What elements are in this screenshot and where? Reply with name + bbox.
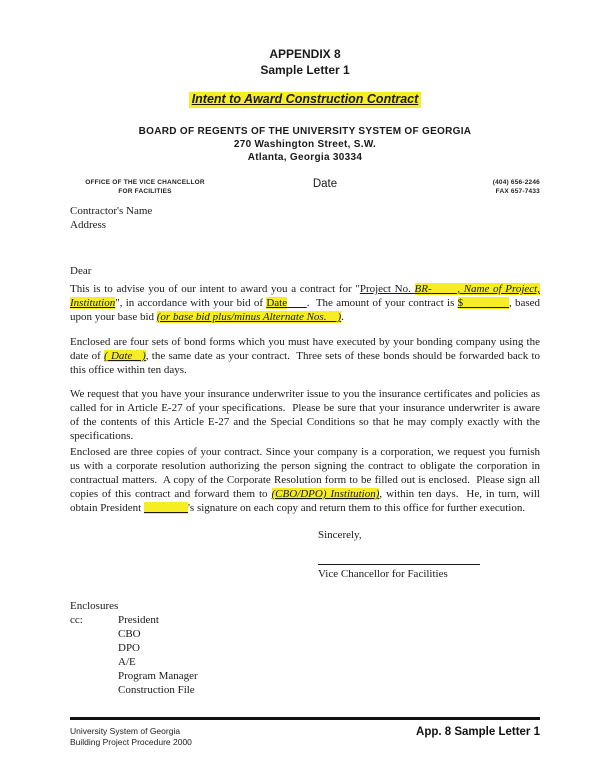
appendix-heading: APPENDIX 8 (269, 47, 341, 61)
cc-item: Program Manager (118, 670, 198, 682)
text-segment: We request that you have your insurance underwriter issue to you the insurance certificates and policies as called for in Article E-27 of your specifications. Please be sure that your insurance underwriter is aware of the contents of this Article E-27 and the Special Conditions so that he may comply exactly with the specifications. (70, 388, 540, 442)
letterhead-org-block (70, 125, 540, 164)
text-segment: BR- (414, 283, 432, 295)
text-segment: (or base bid plus/minus Alternate Nos. ) (156, 311, 342, 323)
text-segment: $ (457, 297, 509, 309)
document-title: Intent to Award Construction Contract (189, 92, 422, 108)
text-segment: . The amount of your contract is (306, 297, 458, 309)
phone-number: (404) 656-2246 (492, 179, 540, 186)
phone-block (430, 178, 540, 196)
recipient-block (70, 204, 540, 232)
office-line1: OFFICE OF THE VICE CHANCELLOR (85, 179, 205, 186)
cc-row (70, 613, 540, 697)
enclosures-label: Enclosures (70, 600, 119, 612)
text-segment: ", in accordance with your bid of (115, 297, 267, 309)
paragraph-intent-to-award (70, 282, 540, 324)
text-segment: Date (266, 297, 288, 309)
text-segment: Project No. (359, 283, 415, 295)
cc-item: CBO (118, 628, 141, 640)
signer-title: Vice Chancellor for Facilities (318, 568, 448, 580)
text-segment: , the same date as your contract. Three sets of these bonds should be forwarded back to this office within ten days. (70, 350, 541, 376)
recipient-name: Contractor's Name (70, 205, 153, 217)
org-street: 270 Washington Street, S.W. (233, 139, 377, 150)
title-wrap (70, 91, 540, 108)
text-segment: This is to advise you of our intent to award you a contract for " (70, 283, 360, 295)
text-segment: , based upon your base bid (70, 297, 541, 323)
text-segment: . (341, 311, 344, 323)
text-segment: 's signature on each copy and return them to this office for further execution. (187, 502, 526, 514)
office-block (70, 178, 220, 196)
cc-item: A/E (118, 656, 136, 668)
text-segment (144, 502, 188, 514)
closing-sincerely: Sincerely, (318, 529, 362, 541)
footer-procedure: Building Project Procedure 2000 (70, 737, 192, 747)
org-city: Atlanta, Georgia 30334 (247, 152, 363, 163)
cc-label: cc: (70, 614, 83, 626)
text-segment (287, 297, 307, 309)
office-line2: FOR FACILITIES (118, 188, 172, 195)
paragraph-contract-copies (70, 445, 540, 515)
text-segment: , within ten days. He, in turn, will obtain President (70, 488, 540, 514)
text-segment: (CBO/DPO) Institution) (271, 488, 380, 500)
text-segment (432, 283, 458, 295)
paragraph-insurance (70, 387, 540, 443)
sample-letter-heading: Sample Letter 1 (260, 63, 350, 77)
footer-org: University System of Georgia (70, 726, 181, 736)
cc-item: DPO (118, 642, 141, 654)
footer-left-block (70, 726, 192, 748)
paragraph-bond-forms (70, 335, 540, 377)
text-segment: Enclosed are four sets of bond forms which you must have executed by your bonding company using the date of (70, 336, 540, 362)
text-segment: Enclosed are three copies of your contract. Since your company is a corporation, we request you furnish us with a corporate resolution authorizing the person signing the contract to obligate the corporation in contractual matters. A copy of the Corporate Resolution form to be filled out is enclosed. Please sign all copies of this contract and forward them to (70, 446, 540, 500)
salutation: Dear (70, 265, 92, 277)
date-label: Date (312, 178, 338, 190)
footer-page-label: App. 8 Sample Letter 1 (416, 726, 540, 738)
cc-item: President (118, 614, 159, 626)
org-name: BOARD OF REGENTS OF THE UNIVERSITY SYSTEM OF GEORGIA (138, 126, 472, 137)
fax-number: FAX 657-7433 (495, 188, 540, 195)
footer-rule (70, 717, 540, 720)
recipient-address: Address (70, 219, 107, 231)
cc-item: Construction File (118, 684, 195, 696)
text-segment: , Name of Project, Institution (70, 283, 540, 309)
letterhead-row (70, 178, 540, 196)
footer-row (70, 726, 540, 748)
signature-line (318, 564, 480, 565)
text-segment: ( Date ) (104, 350, 146, 362)
cc-list (118, 613, 540, 697)
page-footer (70, 717, 540, 748)
